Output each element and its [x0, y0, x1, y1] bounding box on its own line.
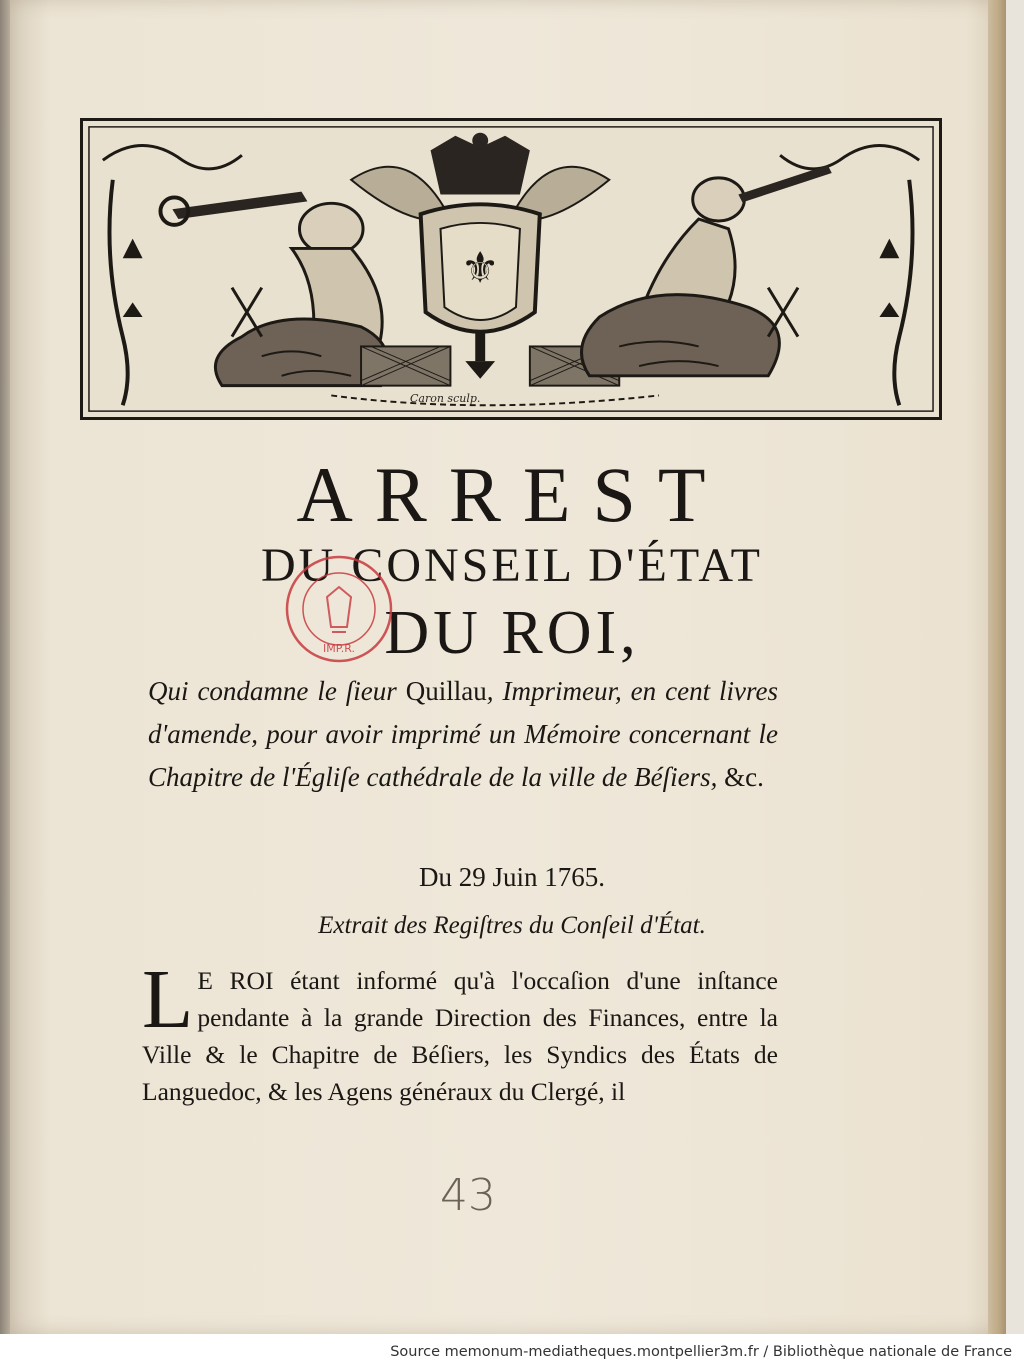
svg-text:IMP.R.: IMP.R.: [323, 642, 355, 655]
trumpet-angel-icon: [160, 192, 387, 386]
subtitle-text-part2: , Imprimeur, en cent livres d'amende, pour avoir imprimé un Mémoire concernant le Chapitre de l'Égliſe cathédrale de la ville de Béſiers,: [148, 676, 779, 792]
library-stamp-icon: [282, 552, 396, 666]
book-binding: [0, 0, 10, 1368]
document-title-line2: DU CONSEIL D'ÉTAT: [261, 539, 763, 592]
document-subtitle: [148, 670, 778, 799]
subtitle-printer-name: Quillau: [405, 676, 487, 706]
body-text: E ROI étant informé qu'à l'occaſion d'une inſtance pendante à la grande Direction des Finances, entre la Ville & le Chapitre de Béſiers, les Syndics des États de Languedoc, & les Agens généraux du Clergé, il: [142, 966, 778, 1106]
source-credit[interactable]: Source memonum-mediatheques.montpellier3m.fr / Bibliothèque nationale de France: [390, 1344, 1012, 1360]
folio-number: 43: [440, 1170, 496, 1221]
extract-heading: Extrait des Regiſtres du Conſeil d'État.: [318, 912, 706, 939]
subtitle-text-part1: Qui condamne le ſieur: [148, 676, 406, 706]
document-date: Du 29 Juin 1765.: [418, 862, 605, 892]
subtitle-etc: &c.: [724, 762, 764, 792]
document-title-line3: DU ROI,: [384, 599, 640, 667]
document-title: ARREST: [296, 451, 728, 538]
drop-cap: L: [142, 953, 194, 1046]
engraver-signature: Caron sculp.: [410, 392, 481, 405]
header-engraving: [80, 118, 942, 420]
royal-coat-of-arms-icon: [83, 121, 939, 417]
svg-text:⚜: ⚜: [460, 243, 500, 294]
body-paragraph: [142, 953, 778, 1110]
